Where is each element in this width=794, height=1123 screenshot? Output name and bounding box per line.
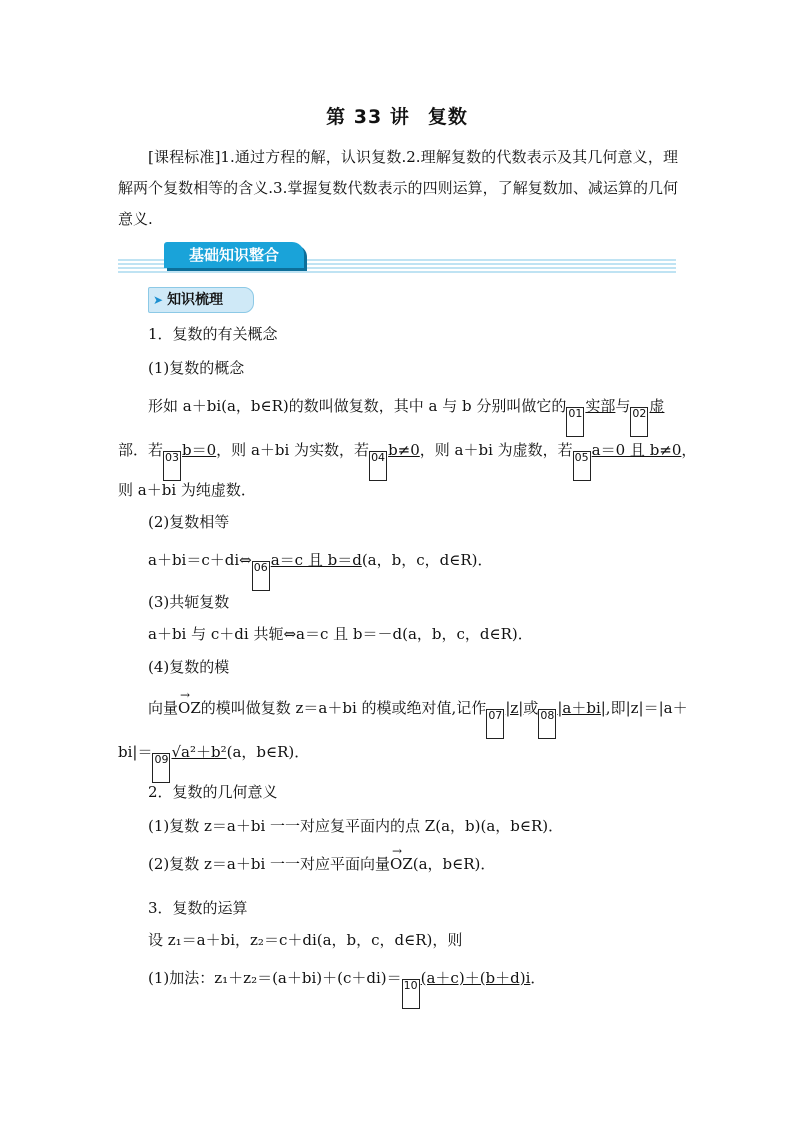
answer-text: 实部 (585, 397, 616, 415)
sub-section-tab (148, 287, 254, 313)
section-tab: 基础知识整合 (164, 242, 304, 268)
concept-line-3: 则 a＋bi 为纯虚数． (118, 481, 256, 499)
answer-box: 05 (573, 451, 591, 481)
answer-text: |a＋bi| (557, 699, 606, 717)
text: (a，b∈R)． (412, 855, 496, 873)
geometric-line-2 (148, 852, 495, 876)
text: 部．若 (118, 441, 164, 459)
geometric-line-1: (1)复数 z＝a＋bi 一一对应复平面内的点 Z(a，b)(a，b∈R)． (148, 817, 564, 835)
text: 的模叫做复数 z＝a＋bi 的模或绝对值,记作 (200, 699, 487, 717)
concept-line-1 (148, 394, 664, 437)
heading-1: 1．复数的有关概念 (148, 325, 278, 343)
arrow-icon: ➤ (153, 293, 164, 307)
heading-1-2: (2)复数相等 (148, 513, 230, 531)
lecture-topic: 复数 (427, 106, 468, 128)
vector-oz: → OZ (178, 696, 201, 720)
concept-line-2 (118, 438, 696, 481)
page-title (0, 102, 794, 129)
text: a＋bi＝c＋di⇔ (148, 551, 252, 569)
modulus-line-2 (118, 740, 309, 783)
answer-box: 08 (538, 709, 556, 739)
heading-1-1: (1)复数的概念 (148, 359, 245, 377)
answer-box: 03 (163, 451, 181, 481)
course-standard: [课程标准]1.通过方程的解，认识复数.2.理解复数的代数表示及其几何意义，理解两个复数相等的含义.3.掌握复数代数表示的四则运算，了解复数加、减运算的几何意义. (118, 148, 678, 228)
text: ． (530, 969, 546, 987)
answer-text: 虚 (649, 397, 665, 415)
vector-oz: → OZ (390, 852, 413, 876)
answer-box: 02 (630, 407, 648, 437)
text: (a，b，c，d∈R)． (361, 551, 493, 569)
answer-box: 07 (486, 709, 504, 739)
answer-box: 09 (152, 753, 170, 783)
answer-box: 06 (252, 561, 270, 591)
text: (2)复数 z＝a＋bi 一一对应平面向量 (148, 855, 391, 873)
answer-text: b＝0 (182, 441, 217, 459)
answer-box: 04 (369, 451, 387, 481)
heading-2: 2．复数的几何意义 (148, 783, 278, 801)
answer-text: a＝c 且 b＝d (270, 551, 362, 569)
text: (a，b∈R)． (226, 743, 310, 761)
operation-setup: 设 z₁＝a＋bi，z₂＝c＋di(a，b，c，d∈R)，则 (148, 931, 463, 949)
answer-text: √a²＋b² (171, 743, 227, 761)
answer-text: (a＋c)＋(b＋d)i (420, 969, 531, 987)
equality-line (148, 548, 492, 591)
answer-box: 01 (566, 407, 584, 437)
text: 或 (523, 699, 539, 717)
text: 与 (615, 397, 631, 415)
text: bi|＝ (118, 743, 153, 761)
text: 向量 (148, 699, 179, 717)
answer-box: 10 (402, 979, 420, 1009)
answer-text: b≠0 (388, 441, 420, 459)
text: ， (681, 441, 697, 459)
lecture-number: 第 33 讲 (326, 106, 410, 128)
answer-text: a＝0 且 b≠0 (591, 441, 682, 459)
text: (1)加法：z₁＋z₂＝(a＋bi)＋(c＋di)＝ (148, 969, 402, 987)
modulus-line-1 (148, 696, 688, 739)
answer-text: |z| (505, 699, 524, 717)
text: ，则 a＋bi 为实数，若 (216, 441, 370, 459)
heading-3: 3．复数的运算 (148, 899, 248, 917)
heading-1-3: (3)共轭复数 (148, 593, 230, 611)
addition-line (148, 966, 545, 1009)
text: 形如 a＋bi(a，b∈R)的数叫做复数，其中 a 与 b 分别叫做它的 (148, 397, 567, 415)
text: ,即|z|＝|a＋ (605, 699, 688, 717)
sub-section-label: 知识梳理 (167, 292, 224, 308)
text: ，则 a＋bi 为虚数，若 (419, 441, 573, 459)
conjugate-line: a＋bi 与 c＋di 共轭⇔a＝c 且 b＝－d(a，b，c，d∈R)． (148, 625, 533, 643)
heading-1-4: (4)复数的模 (148, 658, 230, 676)
